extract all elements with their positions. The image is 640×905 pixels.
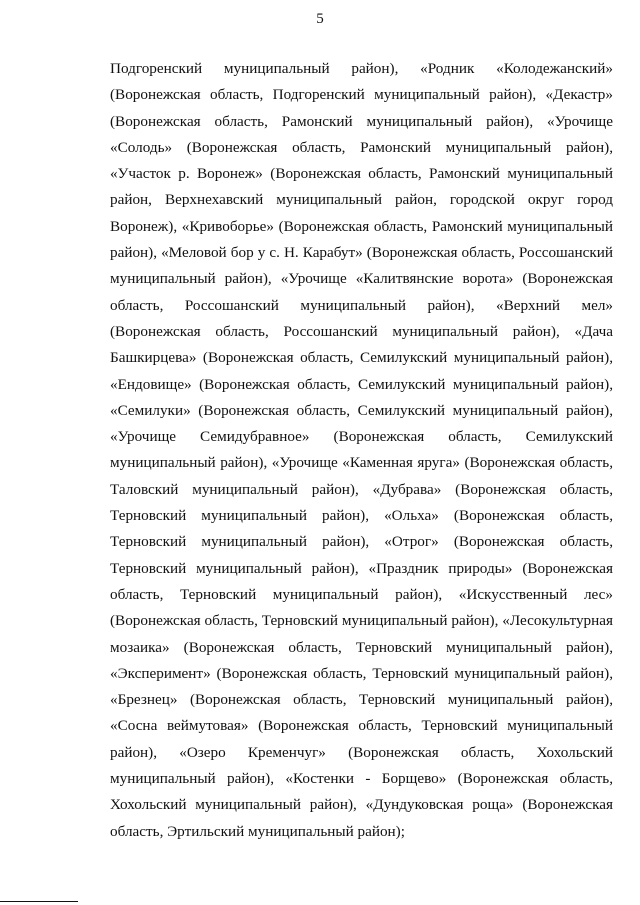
text-line: Терновский муниципальный район), «Отрог» (Воронежская область, (110, 533, 613, 551)
footnote-divider (0, 901, 78, 902)
text-line: Терновский муниципальный район), «Ольха» (Воронежская область, (110, 507, 613, 525)
text-line: «Участок р. Воронеж» (Воронежская область, Рамонский муниципальный (110, 165, 613, 183)
text-line: «Солодь» (Воронежская область, Рамонский муниципальный район), (110, 138, 613, 156)
text-line: муниципальный район), «Костенки - Борщево» (Воронежская область, (110, 770, 613, 788)
text-line: область, Терновский муниципальный район), «Искусственный лес» (110, 585, 613, 603)
text-line: район, Верхнехавский муниципальный район, городской округ город (110, 191, 613, 209)
text-line: Воронеж), «Кривоборье» (Воронежская область, Рамонский муниципальный (110, 217, 613, 235)
document-paragraph (110, 56, 613, 845)
text-line: Подгоренский муниципальный район), «Родник «Колодежанский» (110, 60, 613, 77)
text-line: район), «Озеро Кременчуг» (Воронежская область, Хохольский (110, 743, 613, 761)
text-line: «Урочище Семидубравное» (Воронежская область, Семилукский (110, 428, 613, 446)
text-line: (Воронежская область, Рамонский муниципальный район), «Урочище (110, 112, 613, 130)
text-line: «Семилуки» (Воронежская область, Семилукский муниципальный район), (110, 401, 613, 419)
text-line: (Воронежская область, Терновский муниципальный район), «Лесокультурная (110, 612, 613, 630)
text-line: область, Россошанский муниципальный район), «Верхний мел» (110, 296, 613, 314)
text-line: муниципальный район), «Урочище «Каменная яруга» (Воронежская область, (110, 454, 613, 472)
text-line: «Ендовище» (Воронежская область, Семилукский муниципальный район), (110, 375, 613, 393)
text-line: Терновский муниципальный район), «Праздник природы» (Воронежская (110, 559, 613, 577)
page-number: 5 (316, 11, 324, 27)
text-line: Башкирцева» (Воронежская область, Семилукский муниципальный район), (110, 349, 613, 367)
text-line: область, Эртильский муниципальный район); (110, 822, 405, 840)
text-line: «Брезнец» (Воронежская область, Терновский муниципальный район), (110, 691, 613, 709)
text-line: (Воронежская область, Россошанский муниципальный район), «Дача (110, 322, 613, 340)
text-line: Хохольский муниципальный район), «Дундуковская роща» (Воронежская (110, 796, 613, 814)
text-line: мозаика» (Воронежская область, Терновский муниципальный район), (110, 638, 613, 656)
text-line: Таловский муниципальный район), «Дубрава» (Воронежская область, (110, 480, 613, 498)
text-line: муниципальный район), «Урочище «Калитвянские ворота» (Воронежская (110, 270, 613, 288)
text-line: «Сосна веймутовая» (Воронежская область, Терновский муниципальный (110, 717, 613, 735)
text-line: (Воронежская область, Подгоренский муниципальный район), «Декастр» (110, 86, 613, 104)
text-line: район), «Меловой бор у с. Н. Карабут» (Воронежская область, Россошанский (110, 244, 613, 262)
text-line: «Эксперимент» (Воронежская область, Терновский муниципальный район), (110, 664, 613, 682)
